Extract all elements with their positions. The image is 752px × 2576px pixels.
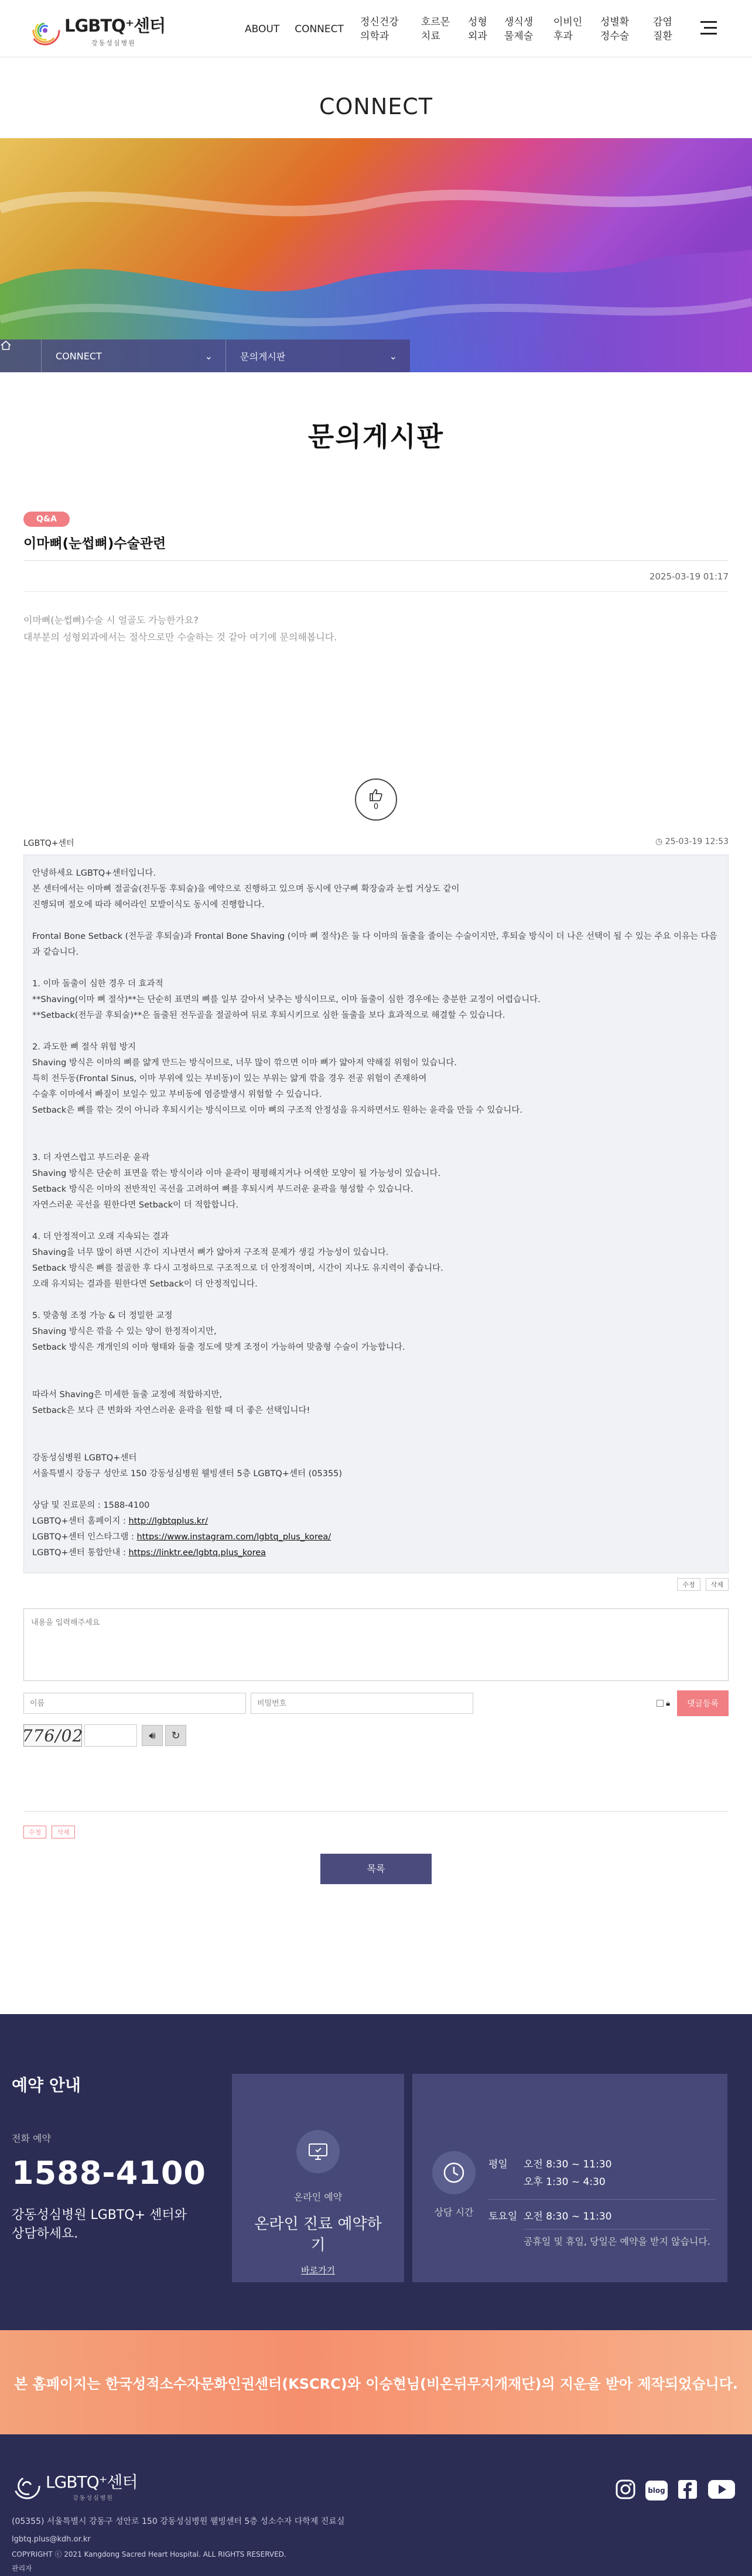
footer-logo-title: LGBTQ⁺센터	[46, 2472, 138, 2492]
like-count: 0	[373, 802, 379, 811]
phone-number[interactable]: 1588-4100	[12, 2155, 206, 2191]
monitor-icon	[296, 2130, 340, 2173]
refresh-icon[interactable]: ↻	[165, 1725, 186, 1746]
comment-link-label: LGBTQ+센터 홈페이지 :	[32, 1517, 129, 1526]
comment-line: Setback 방식은 뼈를 절골한 후 다시 고정하므로 구조적으로 더 안정적이며, 시간이 지나도 유지력이 좋습니다.	[32, 1264, 443, 1273]
comment-line	[32, 1292, 720, 1308]
comment-textarea[interactable]	[23, 1608, 729, 1681]
phone-label: 전화 예약	[12, 2133, 51, 2144]
comment-line: **Setback(전두골 후퇴술)**은 돌출된 전두골을 절골하여 뒤로 후퇴시키므로 심한 돌출을 보다 효과적으로 해결할 수 있습니다.	[32, 1011, 505, 1020]
breadcrumb-level1[interactable]	[41, 339, 225, 372]
post-edit-button[interactable]: 수정	[23, 1826, 46, 1838]
support-banner	[0, 2330, 752, 2434]
post-title: 이마뼈(눈썹뼈)수술관련	[23, 536, 166, 551]
consult-hours-card	[404, 2074, 727, 2282]
nav-gender-surgery[interactable]: 성별확정수술	[600, 16, 630, 42]
comment-line: 진행되며 절오에 따라 헤어라인 모발이식도 동시에 진행합니다.	[32, 900, 265, 910]
comment-line: 자연스러운 곡선을 원한다면 Setback이 더 적합합니다.	[32, 1200, 239, 1210]
instagram-icon[interactable]	[615, 2479, 636, 2502]
logo-subtitle: 강동성심병원	[91, 39, 136, 47]
nav-ent[interactable]: 이비인후과	[553, 16, 583, 42]
category-badge: Q&A	[23, 512, 70, 527]
nav-plastic-surgery[interactable]: 성형외과	[467, 16, 487, 42]
clock-icon: ◷	[655, 837, 663, 846]
rainbow-logo-icon	[12, 2471, 42, 2501]
comment-line: 4. 더 안정적이고 오래 지속되는 결과	[32, 1232, 169, 1241]
reservation-desc-line: 상담하세요.	[12, 2227, 78, 2241]
comment-line: 본 센터에서는 이마뼈 절골술(전두동 후퇴술)을 예약으로 진행하고 있으며 동시에 안구뼈 확장술과 눈썹 거상도 같이	[32, 884, 460, 894]
speaker-icon[interactable]: 🔊︎	[142, 1725, 163, 1746]
breadcrumb-level1-label: CONNECT	[56, 350, 102, 362]
comment-author: LGBTQ+센터	[23, 839, 74, 848]
nav-hormone[interactable]: 호르몬치료	[421, 16, 450, 42]
comment-line: 따라서 Shaving은 미세한 돌출 교정에 적합하지만,	[32, 1390, 223, 1400]
comment-line: 수술후 이마에서 빠질이 보일수 있고 부비동에 염증발생시 위험할 수 있습니다.	[32, 1090, 322, 1099]
name-input[interactable]	[23, 1693, 246, 1714]
holiday-note: 공휴일 및 휴일, 당일은 예약을 받지 않습니다.	[524, 2229, 710, 2251]
comment-line: Shaving 방식은 단순히 표면을 깎는 방식이라 이마 윤곽이 평평해지거나 어색한 모양이 될 가능성이 있습니다.	[32, 1169, 441, 1178]
site-header	[0, 0, 752, 57]
comment-line: 강동성심병원 LGBTQ+센터	[32, 1453, 137, 1463]
post-date: 2025-03-19 01:17	[23, 560, 729, 582]
comment-header	[23, 837, 729, 849]
comment-line: Shaving 방식은 깎을 수 있는 양이 한정적이지만,	[32, 1327, 217, 1336]
hours-label: 상담 시간	[434, 2207, 474, 2218]
footer-copyright: COPYRIGHT ⓒ 2021 Kangdong Sacred Heart Hospital. ALL RIGHTS RESERVED.	[12, 2550, 286, 2558]
chevron-down-icon: ⌄	[204, 350, 213, 362]
post-body-line: 대부분의 성형외과에서는 절삭으로만 수술하는 것 같아 여기에 문의해봅니다.	[23, 632, 337, 643]
hero-banner	[0, 138, 752, 372]
password-input[interactable]	[251, 1693, 473, 1714]
comment-line: Setback은 보다 큰 변화와 자연스러운 윤곽을 원할 때 더 좋은 선택입니다!	[32, 1406, 310, 1415]
comment-link-row	[32, 1514, 720, 1529]
like-button[interactable]	[355, 778, 397, 821]
comment-line: Shaving 방식은 이마의 뼈를 얇게 만드는 방식이므로, 너무 많이 깎으면 이마 뼈가 얇아져 약해질 위험이 있습니다.	[32, 1058, 457, 1068]
online-label: 온라인 예약	[293, 2191, 343, 2203]
list-button[interactable]: 목록	[320, 1854, 432, 1884]
comment-line	[32, 1419, 720, 1435]
post-body	[23, 591, 729, 749]
footer-address: (05355) 서울특별시 강동구 성안로 150 강동성심병원 웰빙센터 5층 성소수자 다학제 진료실	[12, 2517, 345, 2526]
support-text: 본 홈페이지는 한국성적소수자문화인권센터(KSCRC)와 이승현님(비온뒤무지개재단)의 지운을 받아 제작되었습니다.	[14, 2375, 738, 2392]
comment-line	[32, 1482, 720, 1498]
nav-connect[interactable]: CONNECT	[295, 23, 344, 35]
nav-infection[interactable]: 감염질환	[652, 16, 672, 42]
comment-line	[32, 1119, 720, 1134]
admin-link[interactable]: 관리자	[12, 2564, 32, 2572]
rainbow-fabric-image	[0, 138, 752, 372]
weekday-pm: 오후 1:30 ~ 4:30	[524, 2176, 606, 2188]
comment-link-label: LGBTQ+센터 인스타그램 :	[32, 1532, 137, 1542]
comment-link[interactable]: https://www.instagram.com/lgbtq_plus_korea/	[136, 1532, 331, 1542]
comment-line	[32, 1371, 720, 1387]
post-view	[23, 454, 729, 1884]
comment-line	[32, 961, 720, 976]
chevron-down-icon: ⌄	[389, 350, 397, 362]
comment-edit-button[interactable]: 수정	[677, 1578, 700, 1591]
post-body-line: 이마뼈(눈썹뼈)수술 시 얼골도 가능한가요?	[23, 615, 199, 626]
comment-line: 서울특별시 강동구 성안로 150 강동성심병원 웰빙센터 5층 LGBTQ+센터 (05355)	[32, 1469, 343, 1479]
comment-line	[32, 1356, 720, 1371]
footer-logo-subtitle: 강동성심병원	[73, 2495, 114, 2502]
comment-date	[655, 837, 729, 849]
sns-links	[606, 2479, 736, 2502]
nav-reproductive[interactable]: 생식생물제술	[504, 16, 534, 42]
main-nav	[245, 15, 689, 43]
facebook-icon[interactable]	[677, 2479, 698, 2502]
comment-date-text: 25-03-19 12:53	[665, 837, 729, 846]
reservation-desc	[12, 2206, 187, 2244]
comment-line: 특히 전두동(Frontal Sinus, 이마 부위에 있는 부비동)이 있는 부위는 얇게 깎을 경우 전공 위험이 존재하여	[32, 1074, 427, 1083]
comment-line: 2. 과도한 뼈 절삭 위험 방지	[32, 1042, 136, 1052]
comment-line: 상담 및 진료문의 : 1588-4100	[32, 1501, 150, 1510]
nav-psychiatry[interactable]: 정신건강의학과	[360, 16, 399, 42]
menu-icon[interactable]	[700, 21, 717, 36]
comment-link[interactable]: https://linktr.ee/lgbtq.plus_korea	[128, 1548, 266, 1558]
comment-line: Setback은 뼈를 깎는 것이 아니라 후퇴시키는 방식이므로 이마 뼈의 구조적 안정성을 유지하면서도 원하는 윤곽을 만들 수 있습니다.	[32, 1106, 522, 1115]
comment-line: Shaving을 너무 많이 하면 시간이 지나면서 뼈가 얇아져 구조적 문제가 생길 가능성이 있습니다.	[32, 1248, 389, 1257]
comment-line: Setback 방식은 이마의 전반적인 곡선을 고려하여 뼈를 후퇴시켜 부드러운 윤곽을 형성할 수 있습니다.	[32, 1185, 413, 1194]
comment-link[interactable]: http://lgbtqplus.kr/	[128, 1517, 208, 1526]
comment-line	[32, 1213, 720, 1229]
comment-link-label: LGBTQ+센터 통합안내 :	[32, 1548, 129, 1558]
comment-line	[32, 913, 720, 929]
page-title: CONNECT	[319, 94, 433, 119]
blog-icon[interactable]: blog	[645, 2481, 668, 2500]
comment-link-row	[32, 1545, 720, 1561]
thumbs-up-icon	[369, 788, 383, 801]
online-main-line: 온라인 진료 예약하	[254, 2215, 382, 2233]
youtube-icon[interactable]	[707, 2479, 736, 2502]
comment-line	[32, 1024, 720, 1040]
hours-table	[488, 2156, 716, 2251]
site-logo[interactable]	[29, 13, 165, 47]
captcha-input[interactable]	[84, 1724, 137, 1747]
board-title: 문의게시판	[307, 421, 445, 452]
reservation-desc-line: 강동성심병원 LGBTQ+ 센터와	[12, 2208, 187, 2222]
clock-icon	[432, 2151, 476, 2194]
checkbox-icon[interactable]	[657, 1700, 664, 1707]
comment-line: 안녕하세요 LGBTQ+센터입니다.	[32, 869, 156, 878]
comment-line: **Shaving(이마 뼈 절삭)**는 단순히 표면의 뼈를 일부 갈아서 낮추는 방식이므로, 이마 돌출이 심한 경우에는 충분한 교정이 어렵습니다.	[32, 995, 541, 1004]
lock-icon: 🔒︎	[666, 1699, 670, 1708]
captcha-image: 776/02	[23, 1724, 82, 1747]
online-main	[232, 2214, 404, 2256]
reservation-section	[0, 2014, 752, 2330]
post-delete-button[interactable]: 삭제	[52, 1826, 74, 1838]
secret-toggle[interactable]	[657, 1699, 670, 1708]
comment-line	[32, 1134, 720, 1150]
online-reservation-card	[232, 2074, 404, 2282]
comment-submit-button[interactable]: 댓글등록	[677, 1690, 729, 1716]
comment-line: 3. 더 자연스럽고 부드러운 윤곽	[32, 1153, 150, 1162]
rainbow-logo-icon	[29, 15, 61, 46]
saturday-label: 토요일	[488, 2211, 518, 2222]
comment-delete-button[interactable]: 삭제	[706, 1578, 729, 1591]
footer-logo[interactable]	[12, 2469, 138, 2502]
comment-link-row	[32, 1529, 720, 1545]
comment-line: 1. 이마 돌출이 심한 경우 더 효과적	[32, 979, 163, 989]
nav-about[interactable]: ABOUT	[245, 23, 280, 35]
reservation-title: 예약 안내	[12, 2076, 81, 2095]
online-main-line: 기	[310, 2237, 326, 2254]
comment-line: 5. 맞춤형 조정 가능 & 더 정밀한 교정	[32, 1311, 173, 1320]
online-reservation-link[interactable]: 바로가기	[301, 2265, 335, 2276]
comment-body	[23, 855, 729, 1573]
site-footer	[0, 2434, 752, 2576]
comment-line: Frontal Bone Setback (전두골 후퇴술)과 Frontal Bone Shaving (이마 뼈 절삭)은 둘 다 이마의 돌출을 줄이는 수술이지만, 후퇴술 방식이 더 나은 선택이 될 수 있는 주요 이유는 다음과 같습니다.	[32, 932, 717, 957]
footer-email[interactable]: lgbtq.plus@kdh.or.kr	[12, 2535, 91, 2544]
comment-line	[32, 1435, 720, 1450]
weekday-am: 오전 8:30 ~ 11:30	[524, 2159, 612, 2170]
breadcrumb-level2-label: 문의게시판	[240, 351, 286, 362]
comment-line: 오래 유지되는 결과를 원한다면 Setback이 더 안정적입니다.	[32, 1280, 258, 1289]
saturday-time: 오전 8:30 ~ 11:30	[524, 2211, 612, 2222]
breadcrumb-level2[interactable]	[225, 339, 410, 372]
weekday-label: 평일	[488, 2159, 508, 2170]
logo-title: LGBTQ⁺센터	[64, 16, 166, 36]
comment-line: Setback 방식은 개개인의 이마 형태와 돌출 정도에 맞게 조정이 가능하여 맞춤형 수술이 가능합니다.	[32, 1343, 405, 1352]
breadcrumb	[0, 339, 410, 372]
